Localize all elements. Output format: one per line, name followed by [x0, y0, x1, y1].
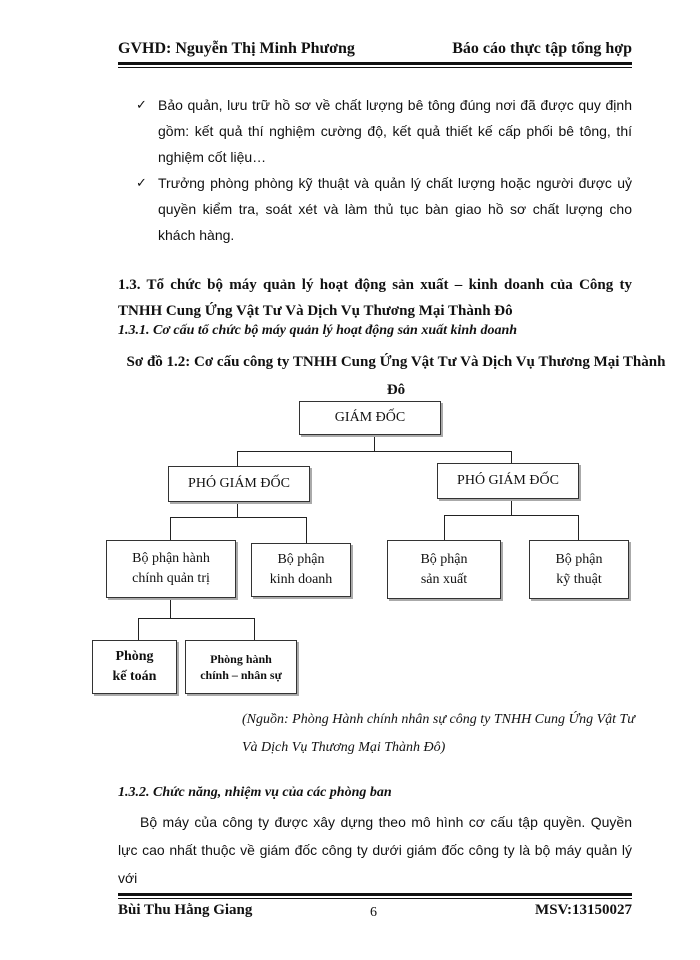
deputy-director-left-box — [168, 466, 310, 502]
connector-line — [138, 618, 255, 619]
technical-dept-label-line2: kỹ thuật — [556, 571, 602, 587]
checkmark-icon: ✓ — [136, 175, 147, 190]
accounting-dept-label-line1: Phòng — [115, 649, 154, 664]
connector-line — [237, 500, 238, 518]
subsection-title: 1.3.1. Cơ cấu tổ chức bộ máy quản lý hoạt động sản xuất kinh doanh — [118, 323, 518, 338]
technical-dept-label-line1: Bộ phận — [555, 551, 603, 567]
deputy-director-label: PHÓ GIÁM ĐỐC — [457, 473, 559, 488]
diagram-title: Sơ đồ 1.2: Cơ cấu công ty TNHH Cung Ứng Vật Tư Và Dịch Vụ Thương Mại Thành Đô — [126, 354, 666, 398]
director-label: GIÁM ĐỐC — [334, 410, 406, 425]
connector-line — [444, 515, 579, 516]
footer-student-id: MSV:13150027 — [535, 902, 632, 918]
connector-line — [254, 618, 255, 640]
business-dept-label-line1: Bộ phận — [277, 552, 325, 567]
page-number: 6 — [370, 905, 377, 920]
header-rule-thin — [118, 67, 632, 68]
production-dept-label-line1: Bộ phận — [420, 551, 468, 567]
header-rule — [118, 62, 632, 65]
production-dept-box — [387, 540, 501, 599]
technical-dept-box — [529, 540, 629, 599]
connector-line — [374, 434, 375, 452]
checkmark-icon: ✓ — [136, 97, 147, 112]
accounting-dept-label-line2: kế toán — [112, 669, 157, 684]
deputy-director-right-box — [437, 463, 579, 499]
connector-line — [306, 517, 307, 543]
connector-line — [237, 451, 512, 452]
production-dept-label-line2: sản xuất — [420, 571, 468, 587]
bullet-item — [136, 92, 632, 170]
page-header — [118, 40, 632, 62]
business-dept-box — [251, 543, 351, 597]
connector-line — [170, 597, 171, 619]
bullet-item — [136, 170, 632, 248]
header-report-title: Báo cáo thực tập tổng hợp — [452, 40, 632, 57]
hr-dept-label-line2: chính – nhân sự — [200, 668, 282, 682]
footer-author: Bùi Thu Hằng Giang — [118, 902, 253, 918]
footer-rule-thin — [118, 898, 632, 899]
body-paragraph: Bộ máy của công ty được xây dựng theo mô hình cơ cấu tập quyền. Quyền lực cao nhất thuộc về giám đốc công ty dưới giám đốc công ty là bộ máy quản lý với — [118, 814, 632, 886]
director-box — [299, 401, 441, 435]
deputy-director-label: PHÓ GIÁM ĐỐC — [188, 476, 290, 491]
connector-line — [138, 618, 139, 640]
connector-line — [444, 515, 445, 540]
hr-dept-box — [185, 640, 297, 694]
connector-line — [237, 451, 238, 466]
accounting-dept-box — [92, 640, 177, 694]
admin-dept-label-line1: Bộ phận hành — [132, 551, 210, 566]
connector-line — [170, 517, 307, 518]
bullet-text: Trưởng phòng phòng kỹ thuật và quản lý chất lượng hoặc người được uỷ quyền kiểm tra, soát xét và làm thủ tục bàn giao hồ sơ chất lượng cho khách hàng. — [158, 175, 632, 243]
connector-line — [578, 515, 579, 540]
header-supervisor: GVHD: Nguyễn Thị Minh Phương — [118, 40, 355, 57]
hr-dept-label-line1: Phòng hành — [210, 652, 272, 666]
connector-line — [170, 517, 171, 540]
business-dept-label-line2: kinh doanh — [269, 572, 333, 587]
subsection-title: 1.3.2. Chức năng, nhiệm vụ của các phòng ban — [118, 785, 392, 800]
section-title: 1.3. Tổ chức bộ máy quản lý hoạt động sản xuất – kinh doanh của Công ty TNHH Cung Ứng Vật Tư Và Dịch Vụ Thương Mại Thành Đô — [118, 277, 632, 319]
bullet-text: Bảo quản, lưu trữ hồ sơ về chất lượng bê tông đúng nơi đã được quy định gồm: kết quả thí nghiệm cường độ, kết quả thiết kế cấp phối bê tông, thí nghiệm cốt liệu… — [158, 97, 632, 165]
footer-rule — [118, 893, 632, 896]
connector-line — [511, 497, 512, 516]
admin-dept-label-line2: chính quản trị — [132, 571, 210, 586]
admin-dept-box — [106, 540, 236, 598]
source-note: (Nguồn: Phòng Hành chính nhân sự công ty TNHH Cung Ứng Vật Tư Và Dịch Vụ Thương Mại Thành Đô) — [242, 712, 635, 755]
